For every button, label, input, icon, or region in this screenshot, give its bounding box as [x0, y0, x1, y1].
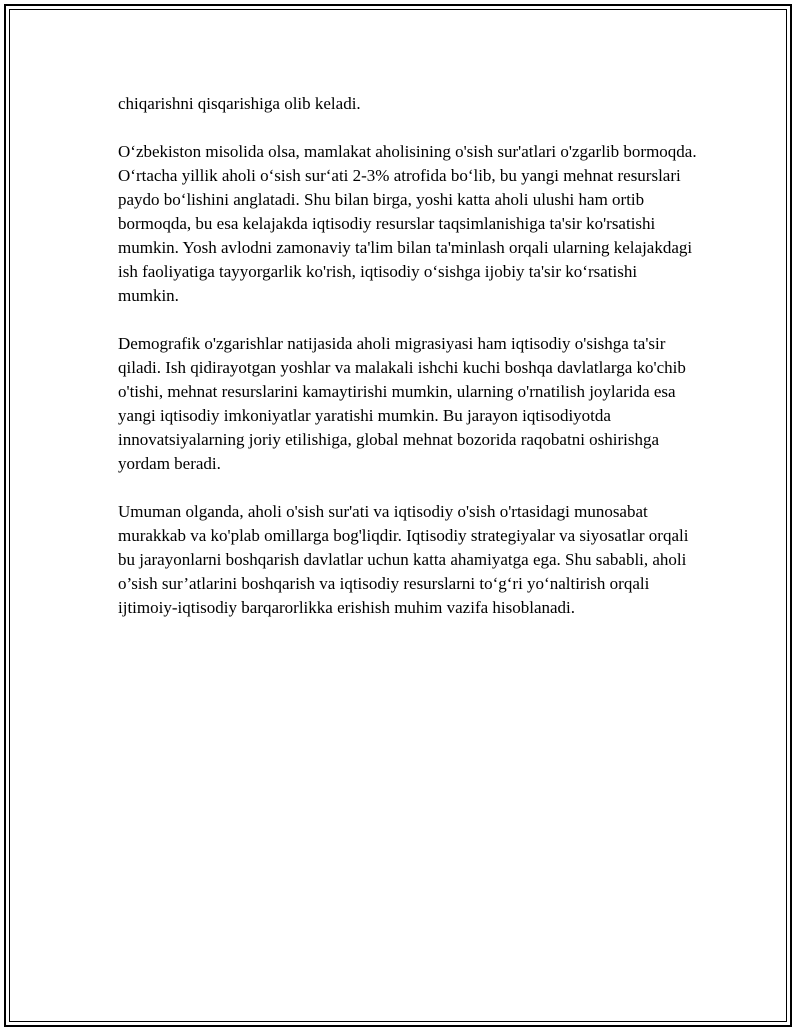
document-body [118, 92, 698, 644]
paragraph-continuation: chiqarishni qisqarishiga olib keladi. [118, 94, 361, 113]
paragraph-conclusion: Umuman olganda, aholi o'sish sur'ati va iqtisodiy o'sish o'rtasidagi munosabat murakkab va ko'plab omillarga bog'liqdir. Iqtisodiy strategiyalar va siyosatlar orqali bu jarayonlarni boshqarish davlatlar uchun katta ahamiyatga ega. Shu sababli, aholi o’sish sur’atlarini boshqarish va iqtisodiy resurslarni to‘g‘ri yo‘naltirish orqali ijtimoiy-iqtisodiy barqarorlikka erishish muhim vazifa hisoblanadi. [118, 502, 689, 617]
paragraph-migration: Demografik o'zgarishlar natijasida aholi migrasiyasi ham iqtisodiy o'sishga ta'sir qiladi. Ish qidirayotgan yoshlar va malakali ishchi kuchi boshqa davlatlarga ko'chib o'tishi, mehnat resurslarini kamaytirishi mumkin, ularning o'rnatilish joylarida esa yangi iqtisodiy imkoniyatlar yaratishi mumkin. Bu jarayon iqtisodiyotda innovatsiyalarning joriy etilishiga, global mehnat bozorida raqobatni oshirishga yordam beradi. [118, 334, 686, 473]
paragraph-uzbekistan-population: O‘zbekiston misolida olsa, mamlakat aholisining o'sish sur'atlari o'zgarlib bormoqda. O‘rtacha yillik aholi o‘sish sur‘ati 2-3% atrofida bo‘lib, bu yangi mehnat resurslari paydo bo‘lishini anglatadi. Shu bilan birga, yoshi katta aholi ulushi ham ortib bormoqda, bu esa kelajakda iqtisodiy resurslar taqsimlanishiga ta'sir ko'rsatishi mumkin. Yosh avlodni zamonaviy ta'lim bilan ta'minlash orqali ularning kelajakdagi ish faoliyatiga tayyorgarlik ko'rish, iqtisodiy o‘sishga ijobiy ta'sir ko‘rsatishi mumkin. [118, 142, 697, 305]
